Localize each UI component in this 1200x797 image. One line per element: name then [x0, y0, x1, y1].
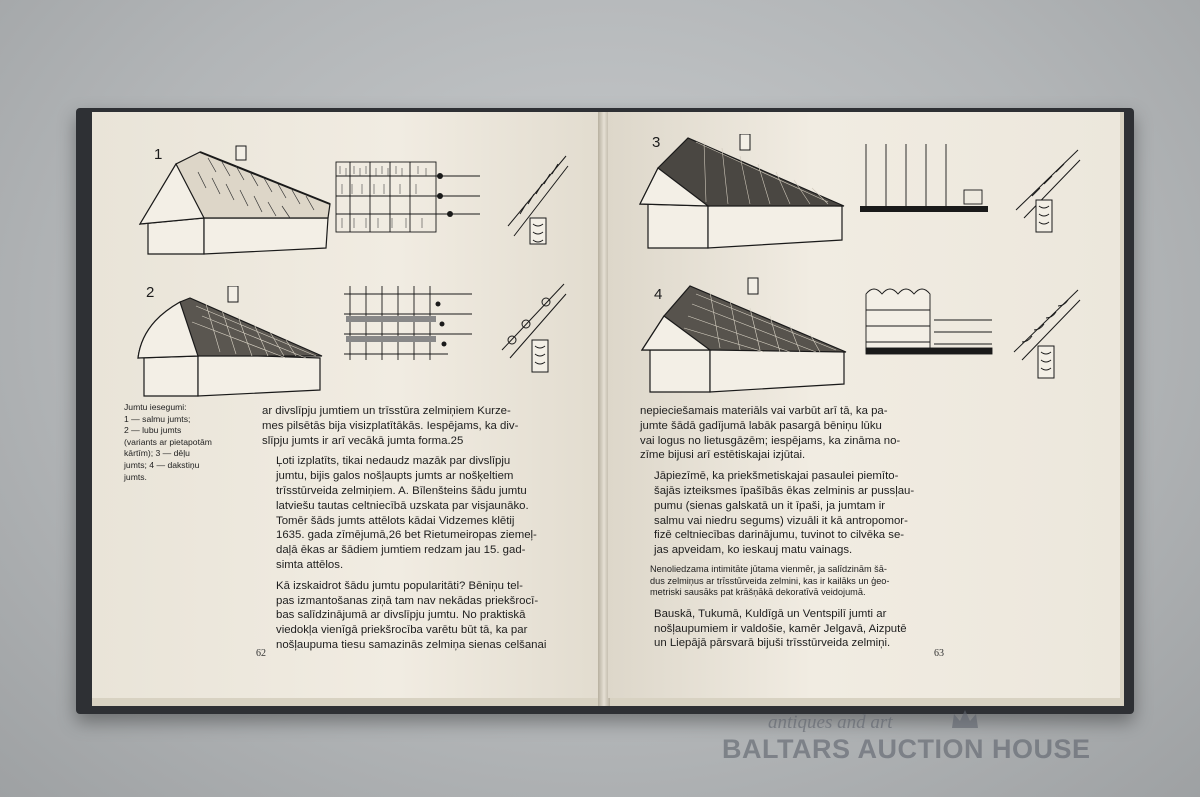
board-profile-drawing [1004, 146, 1084, 236]
text-line: Ļoti izplatīts, tikai nedaudz mazāk par divslīpju [276, 455, 511, 468]
small-note [640, 564, 960, 599]
figure-number-3: 3 [652, 134, 661, 151]
text-line: Kā izskaidrot šādu jumtu popularitāti? Bēniņu tel- [276, 579, 523, 592]
text-line: Nenoliedzama intimitāte jūtama vienmēr, ja salīdzinām šā- [650, 563, 887, 574]
auction-house-watermark [722, 712, 1122, 782]
shingle-profile-drawing [494, 280, 572, 378]
crown-icon [950, 708, 980, 730]
text-line: Tomēr šāds jumts attēlots kādai Vidzemes klētij [276, 514, 515, 527]
paragraph [640, 404, 960, 463]
text-line: metriski sausāks pat krāšņākā dekoratīvā veidojumā. [650, 587, 866, 598]
page-number-left: 62 [256, 648, 266, 659]
right-page [608, 112, 1120, 698]
left-page [92, 112, 601, 698]
text-line: šajās izteiksmes īpašībās ēkas zelminis ar pussļau- [654, 484, 915, 497]
text-line: nepieciešamais materiāls vai varbūt arī tā, ka pa- [640, 405, 888, 417]
text-line: salmu vai niedru segums) vizuāli it kā antropomor- [654, 514, 908, 527]
thatched-roof-house-drawing [138, 142, 338, 260]
paragraph [262, 579, 582, 653]
page-number-right: 63 [934, 648, 944, 659]
text-line: bas salīdzinājumā ar divslīpju jumtu. No praktiskā [276, 609, 526, 622]
text-line: pumu (sienas galskatā un it īpaši, ja jumtam ir [654, 499, 886, 512]
caption-line: 1 — salmu jumts; [124, 413, 191, 424]
text-line: nošļaupumiem ir valdošie, kamēr Jelgavā, Aizputē [654, 622, 907, 635]
text-line: trīsstūrveida zelmiņiem. A. Bīlenšteins šādu jumtu [276, 484, 527, 497]
figure-caption [124, 402, 236, 483]
text-line: 1635. gada zīmējumā,26 bet Rietumeiropas ziemeļ- [276, 529, 537, 542]
caption-line: kārtīm); 3 — dēļu [124, 448, 190, 459]
board-detail-drawing [854, 140, 994, 220]
text-line: mes pilsētās bija visizplatītākās. Iespējams, ka div- [262, 419, 519, 432]
paragraph [640, 607, 960, 651]
text-line: Bauskā, Tukumā, Kuldīgā un Ventspilī jumti ar [654, 607, 887, 620]
text-line: dus zelmiņus ar trīsstūrveida zelmini, kas ir kailāks un ģeo- [650, 575, 890, 586]
caption-line: jumts. [124, 471, 147, 482]
open-book-spread [92, 112, 1124, 706]
caption-line: 2 — lubu jumts [124, 425, 182, 436]
text-line: viedokļa vienīgā priekšrocība varētu būt tā, ka par [276, 624, 528, 637]
paragraph [640, 469, 960, 558]
thatch-profile-drawing [500, 152, 572, 248]
tile-profile-drawing [1004, 286, 1084, 382]
caption-line: (variants ar pietapotām [124, 436, 212, 447]
text-line: nošļaupuma tiesu samazinās zelmiņa sienas celšanai [276, 638, 547, 651]
caption-line: Jumtu iesegumi: [124, 402, 187, 412]
text-line: pas izmantošanas ziņā tam nav nekādas priekšrocī- [276, 594, 539, 607]
text-line: un Liepājā pārsvarā bijuši trīsstūrveida zelmiņi. [654, 637, 891, 650]
figure-number-1: 1 [154, 146, 163, 163]
text-line: slīpju jumts ir arī vecākā jumta forma.25 [262, 434, 464, 447]
caption-line: jumts; 4 — dakstiņu [124, 459, 200, 470]
text-line: zīme bijusi arī estētiskajai izjūtai. [640, 449, 806, 462]
paragraph [262, 404, 582, 448]
text-line: jumte šādā gadījumā labāk pasargā bēniņu lūku [640, 419, 882, 432]
tile-detail-drawing [858, 280, 998, 364]
right-body-text [640, 404, 960, 657]
shingle-roof-house-drawing [136, 286, 336, 402]
text-line: vai logus no lietusgāzēm; iespējams, ka zināma no- [640, 434, 901, 447]
text-line: Jāpiezīmē, ka priekšmetiskajai pasaulei piemīto- [654, 470, 899, 483]
left-body-text [262, 404, 582, 659]
text-line: jumtu, bijis galos nošļaupts jumts ar nošķeltiem [276, 470, 514, 483]
text-line: simta attēlos. [276, 558, 344, 571]
thatch-detail-drawing [330, 156, 482, 238]
figure-number-4: 4 [654, 286, 663, 303]
shingle-detail-drawing [338, 280, 478, 364]
board-roof-house-drawing [638, 134, 848, 254]
tile-roof-house-drawing [640, 276, 854, 398]
figure-number-2: 2 [146, 284, 155, 301]
watermark-name: BALTARS AUCTION HOUSE [722, 734, 1091, 764]
text-line: fizē celtniecības darinājumu, tuvinot to cilvēka se- [654, 529, 905, 542]
text-line: latviešu tautas celtniecībā uzskata par visjaunāko. [276, 499, 529, 512]
text-line: ar divslīpju jumtiem un trīsstūra zelmiņiem Kurze- [262, 405, 511, 417]
paragraph [262, 454, 582, 572]
text-line: jas apveidam, ko ieskauj matu vainags. [654, 544, 853, 557]
text-line: daļā ēkas ar šādiem jumtiem redzam jau 15. gad- [276, 544, 526, 557]
watermark-tagline: antiques and art [768, 712, 893, 733]
